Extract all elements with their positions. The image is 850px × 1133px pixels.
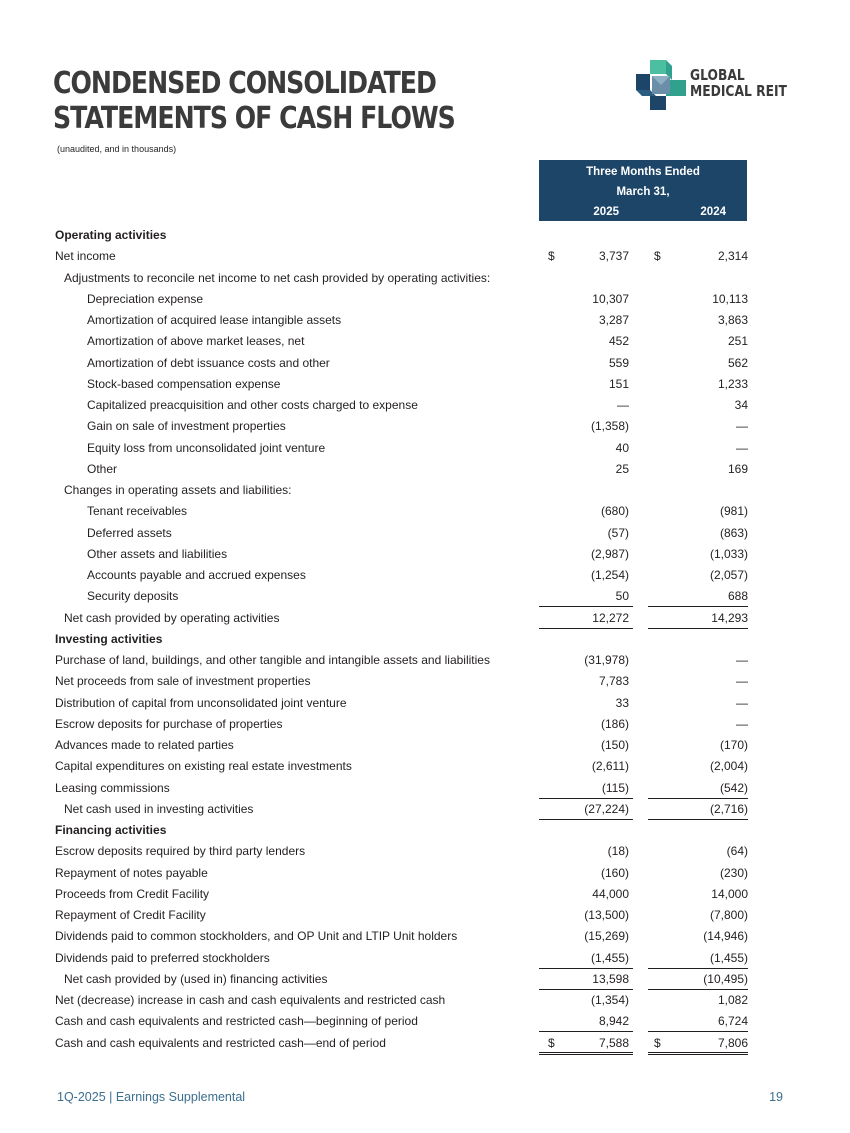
table-row	[0, 799, 850, 820]
value-2025: (115)	[601, 780, 629, 795]
value-2025: (2,611)	[591, 759, 629, 774]
value-2024: 562	[727, 355, 748, 370]
value-2024: (10,495)	[703, 971, 748, 986]
subtitle: (unaudited, and in thousands)	[57, 144, 177, 154]
value-2024: 10,113	[712, 291, 748, 306]
table-row	[0, 374, 850, 395]
value-2025: 33	[615, 695, 629, 710]
value-2024: 688	[727, 589, 748, 604]
value-2025: (680)	[600, 504, 629, 519]
table-row	[0, 650, 850, 671]
value-2024: 7,806	[717, 1035, 748, 1050]
page-number: 19	[769, 1090, 783, 1104]
table-row	[0, 1011, 850, 1032]
value-2025: 559	[608, 355, 629, 370]
value-2025: 12,272	[592, 610, 629, 625]
row-label: Distribution of capital from unconsolidated joint venture	[55, 695, 347, 710]
value-2025: 3,287	[598, 313, 629, 327]
row-label: Repayment of Credit Facility	[55, 908, 206, 922]
table-row	[0, 608, 850, 629]
row-label: Capitalized preacquisition and other costs charged to expense	[87, 398, 418, 412]
row-label: Investing activities	[55, 631, 163, 646]
value-2024: —	[736, 419, 748, 434]
row-label: Equity loss from unconsolidated joint venture	[87, 440, 326, 455]
row-label: Dividends paid to common stockholders, and OP Unit and LTIP Unit holders	[55, 929, 458, 944]
row-label: Purchase of land, buildings, and other tangible and intangible assets and liabilities	[55, 653, 490, 667]
value-2025: 25	[615, 461, 629, 476]
value-2024: (981)	[719, 504, 748, 519]
table-row	[0, 905, 850, 926]
value-2025: (1,254)	[590, 568, 629, 582]
row-label: Depreciation expense	[87, 291, 204, 306]
logo-line-1: GLOBAL	[690, 66, 745, 84]
logo-line-2: MEDICAL REIT	[690, 82, 787, 100]
row-label: Gain on sale of investment properties	[87, 419, 286, 434]
total-underline	[539, 1052, 633, 1053]
table-row	[0, 714, 850, 735]
value-2024: 3,863	[717, 313, 748, 327]
table-row	[0, 778, 850, 799]
value-2025: 452	[608, 334, 629, 349]
value-2024: (2,057)	[709, 568, 748, 582]
value-2024: (863)	[719, 525, 748, 540]
value-2024: 1,233	[717, 376, 748, 391]
company-logo	[636, 60, 806, 110]
total-underline	[648, 1054, 748, 1055]
table-row	[0, 693, 850, 714]
value-2025: 10,307	[592, 291, 629, 306]
row-label: Amortization of above market leases, net	[87, 334, 305, 349]
title-line-1: CONDENSED CONSOLIDATED	[53, 66, 436, 101]
table-row	[0, 756, 850, 777]
table-row	[0, 395, 850, 416]
row-label: Capital expenditures on existing real estate investments	[55, 759, 352, 774]
currency-symbol: $	[548, 1035, 555, 1050]
table-row	[0, 353, 850, 374]
value-2024: —	[736, 674, 748, 689]
value-2025: —	[617, 398, 629, 412]
value-2024: (64)	[726, 844, 748, 859]
row-label: Escrow deposits required by third party lenders	[55, 844, 306, 859]
row-label: Other assets and liabilities	[87, 546, 228, 561]
table-row	[0, 523, 850, 544]
value-2025: (15,269)	[584, 929, 629, 944]
value-2024: (1,033)	[709, 546, 748, 561]
value-2024: 2,314	[717, 249, 748, 264]
section-header	[0, 225, 850, 246]
table-row	[0, 416, 850, 437]
value-2024: —	[736, 716, 748, 731]
row-label: Amortization of acquired lease intangible assets	[87, 313, 342, 327]
value-2025: (160)	[600, 865, 629, 880]
value-2025: (150)	[600, 738, 629, 752]
table-row	[0, 544, 850, 565]
row-label: Cash and cash equivalents and restricted cash—beginning of period	[55, 1014, 418, 1029]
row-label: Amortization of debt issuance costs and other	[87, 355, 330, 370]
logo-text	[690, 67, 787, 99]
value-2024: (14,946)	[703, 929, 748, 944]
cash-flow-table	[0, 225, 850, 1054]
row-label: Adjustments to reconcile net income to net cash provided by operating activities:	[64, 270, 491, 285]
table-row	[0, 480, 850, 501]
value-2025: 8,942	[598, 1014, 629, 1029]
year-2025-header: 2025	[593, 206, 619, 218]
row-label: Advances made to related parties	[55, 738, 234, 752]
value-2024: 169	[727, 461, 748, 476]
value-2024: —	[736, 653, 748, 667]
table-row	[0, 565, 850, 586]
table-row	[0, 884, 850, 905]
row-label: Net income	[55, 249, 116, 264]
currency-symbol: $	[548, 249, 555, 264]
table-row	[0, 586, 850, 607]
row-label: Dividends paid to preferred stockholders	[55, 950, 270, 965]
year-2024-header: 2024	[700, 206, 726, 218]
period-date: March 31,	[616, 186, 670, 198]
value-2025: (31,978)	[584, 653, 629, 667]
value-2024: 14,000	[711, 886, 748, 901]
value-2025: 7,588	[598, 1035, 629, 1050]
total-underline	[648, 1052, 748, 1053]
section-header	[0, 629, 850, 650]
row-label: Leasing commissions	[55, 780, 170, 795]
table-row	[0, 289, 850, 310]
row-label: Net cash provided by (used in) financing activities	[64, 971, 328, 986]
column-header	[539, 160, 747, 221]
section-header	[0, 820, 850, 841]
row-label: Operating activities	[55, 228, 167, 242]
table-row	[0, 926, 850, 947]
value-2024: —	[736, 695, 748, 710]
row-label: Proceeds from Credit Facility	[55, 886, 210, 901]
value-2024: (2,004)	[709, 759, 748, 774]
table-row	[0, 1033, 850, 1054]
row-label: Accounts payable and accrued expenses	[87, 568, 306, 582]
value-2025: 7,783	[598, 674, 629, 689]
value-2025: 151	[608, 376, 629, 391]
currency-symbol: $	[654, 249, 661, 264]
value-2025: 50	[615, 589, 629, 604]
value-2024: 251	[727, 334, 748, 349]
title-line-2: STATEMENTS OF CASH FLOWS	[53, 101, 455, 136]
value-2025: (18)	[607, 844, 629, 859]
row-label: Repayment of notes payable	[55, 865, 208, 880]
table-row	[0, 948, 850, 969]
table-row	[0, 841, 850, 862]
page-title	[53, 66, 455, 136]
table-row	[0, 501, 850, 522]
row-label: Tenant receivables	[87, 504, 188, 519]
row-label: Stock-based compensation expense	[87, 376, 281, 391]
value-2025: 13,598	[592, 971, 629, 986]
value-2025: (186)	[600, 716, 629, 731]
footer-text: 1Q-2025 | Earnings Supplemental	[57, 1090, 246, 1104]
table-row	[0, 459, 850, 480]
value-2024: 1,082	[717, 993, 748, 1007]
period-label: Three Months Ended	[586, 166, 700, 178]
row-label: Deferred assets	[87, 525, 172, 540]
table-row	[0, 246, 850, 267]
row-label: Net cash provided by operating activities	[64, 610, 280, 625]
value-2025: (13,500)	[584, 908, 629, 922]
table-row	[0, 671, 850, 692]
table-row	[0, 735, 850, 756]
row-label: Changes in operating assets and liabilities:	[64, 483, 292, 497]
currency-symbol: $	[654, 1035, 661, 1050]
value-2024: (2,716)	[709, 801, 748, 816]
value-2024: (1,455)	[709, 950, 748, 965]
value-2025: (1,358)	[590, 419, 629, 434]
table-row	[0, 863, 850, 884]
value-2024: 6,724	[717, 1014, 748, 1029]
table-row	[0, 331, 850, 352]
value-2024: (7,800)	[709, 908, 748, 922]
value-2024: —	[736, 440, 748, 455]
value-2025: (1,455)	[590, 950, 629, 965]
value-2025: (57)	[607, 525, 629, 540]
value-2025: (1,354)	[590, 993, 629, 1007]
value-2024: (230)	[719, 865, 748, 880]
logo-cross-icon	[636, 60, 686, 110]
row-label: Net (decrease) increase in cash and cash equivalents and restricted cash	[55, 993, 446, 1007]
table-row	[0, 990, 850, 1011]
table-row	[0, 268, 850, 289]
row-label: Net proceeds from sale of investment properties	[55, 674, 311, 689]
value-2025: 44,000	[592, 886, 629, 901]
value-2024: 34	[734, 398, 748, 412]
row-label: Financing activities	[55, 823, 167, 837]
table-row	[0, 438, 850, 459]
table-row	[0, 969, 850, 990]
row-label: Escrow deposits for purchase of properties	[55, 716, 283, 731]
value-2025: 40	[615, 440, 629, 455]
value-2025: (27,224)	[584, 801, 629, 816]
row-label: Other	[87, 461, 118, 476]
value-2024: (170)	[719, 738, 748, 752]
total-underline	[539, 1054, 633, 1055]
value-2024: (542)	[719, 780, 748, 795]
row-label: Net cash used in investing activities	[64, 801, 254, 816]
row-label: Security deposits	[87, 589, 179, 604]
value-2024: 14,293	[711, 610, 748, 625]
value-2025: 3,737	[598, 249, 629, 264]
row-label: Cash and cash equivalents and restricted cash—end of period	[55, 1035, 386, 1050]
value-2025: (2,987)	[590, 546, 629, 561]
table-row	[0, 310, 850, 331]
